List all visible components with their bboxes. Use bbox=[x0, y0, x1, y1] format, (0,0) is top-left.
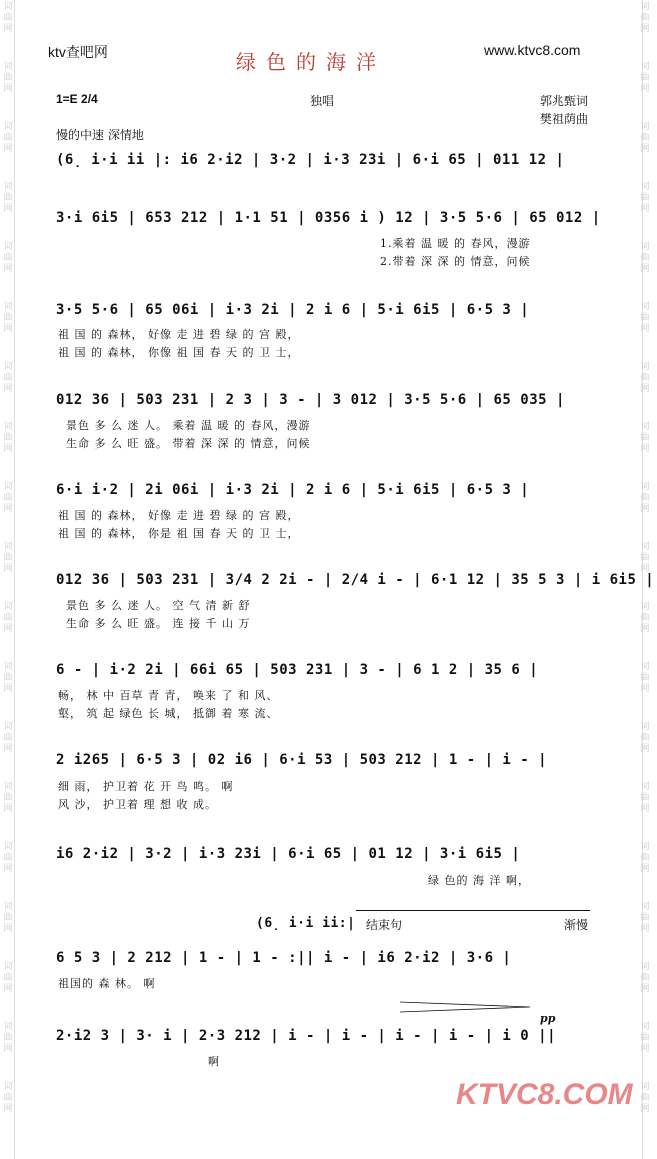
score-system-notes: 6 5 3 | 2 212 | 1 - | 1 - :|| i - | i6 2·i2 | 3·6 | bbox=[56, 950, 512, 966]
score-system-notes: 6 - | i·2 2i | 66i 65 | 503 231 | 3 - | 6 1 2 | 35 6 | bbox=[56, 662, 539, 678]
score-system-notes: 012 36 | 503 231 | 2 3 | 3 - | 3 012 | 3·5 5·6 | 65 035 | bbox=[56, 392, 565, 408]
ending-bracket bbox=[356, 910, 590, 911]
lyric-line: 生命 多 么 旺 盛。 连 接 千 山 万 bbox=[66, 617, 251, 630]
watermark-text: 词 曲 网 bbox=[640, 602, 650, 634]
lyric-line: 祖 国 的 森林， 你是 祖 国 春 天 的 卫 士， bbox=[58, 527, 300, 540]
watermark-text: 词 曲 网 bbox=[640, 1022, 650, 1054]
score-system-notes: 3·5 5·6 | 65 06i | i·3 2i | 2 i 6 | 5·i 6i5 | 6·5 3 | bbox=[56, 302, 530, 318]
watermark-text: 词 曲 网 bbox=[640, 662, 650, 694]
watermark-text: 词 曲 网 bbox=[3, 902, 13, 934]
watermark-text: 词 曲 网 bbox=[3, 842, 13, 874]
watermark-text: 词 曲 网 bbox=[3, 662, 13, 694]
score-system-notes: 2·i2 3 | 3· i | 2·3 212 | i - | i - | i - | i - | i 0 || bbox=[56, 1028, 557, 1044]
watermark-text: 词 曲 网 bbox=[640, 362, 650, 394]
watermark-text: 词 曲 网 bbox=[640, 482, 650, 514]
watermark-text: 词 曲 网 bbox=[640, 422, 650, 454]
lyricist: 郭兆甄词 bbox=[540, 94, 589, 108]
ritardando-label: 渐慢 bbox=[564, 918, 589, 932]
lyric-line: 1.乘着 温 暖 的 春风，漫游 bbox=[380, 237, 531, 250]
song-title: 绿色的海洋 bbox=[236, 50, 386, 74]
lyric-line: 祖 国 的 森林， 好像 走 进 碧 绿 的 宫 殿， bbox=[58, 509, 300, 522]
watermark-text: 词 曲 网 bbox=[3, 962, 13, 994]
score-system-notes: (6̣ i·i ii |: i6 2·i2 | 3·2 | i·3 23i | 6·i 65 | 011 12 | bbox=[56, 152, 565, 168]
watermark-text: 词 曲 网 bbox=[3, 422, 13, 454]
watermark-text: 词 曲 网 bbox=[640, 62, 650, 94]
lyric-line: 2.带着 深 深 的 情意，问候 bbox=[380, 255, 531, 268]
lyric-line: 啊 bbox=[208, 1055, 220, 1068]
score-system-notes: 6·i i·2 | 2i 06i | i·3 2i | 2 i 6 | 5·i 6i5 | 6·5 3 | bbox=[56, 482, 530, 498]
score-system-notes: i6 2·i2 | 3·2 | i·3 23i | 6·i 65 | 01 12 | 3·i 6i5 | bbox=[56, 846, 521, 862]
score-system-notes: 3·i 6i5 | 653 212 | 1·1 51 | 0356 i ) 12 | 3·5 5·6 | 65 012 | bbox=[56, 210, 601, 226]
composer: 樊祖荫曲 bbox=[540, 112, 589, 126]
score-system-notes: 2 i265 | 6·5 3 | 02 i6 | 6·i 53 | 503 212 | 1 - | i - | bbox=[56, 752, 548, 768]
watermark-text: 词 曲 网 bbox=[3, 542, 13, 574]
watermark-text: 词 曲 网 bbox=[640, 902, 650, 934]
watermark-text: 词 曲 网 bbox=[3, 242, 13, 274]
watermark-text: 词 曲 网 bbox=[3, 122, 13, 154]
lyric-line: 祖 国 的 森林， 好像 走 进 碧 绿 的 宫 殿， bbox=[58, 328, 300, 341]
lyric-line: 祖国的 森 林。 啊 bbox=[58, 977, 156, 990]
lyric-line: 风 沙， 护卫着 理 想 收 成。 bbox=[58, 798, 217, 811]
decrescendo-hairpin bbox=[400, 1000, 530, 1014]
site-url-right: www.ktvc8.com bbox=[484, 42, 581, 58]
lyric-line: 祖 国 的 森林， 你像 祖 国 春 天 的 卫 士， bbox=[58, 346, 300, 359]
watermark-text: 词 曲 网 bbox=[3, 362, 13, 394]
lyric-line: 畅， 林 中 百草 青 青， 唤来 了 和 风、 bbox=[58, 689, 279, 702]
watermark-text: 词 曲 网 bbox=[3, 2, 13, 34]
watermark-text: 词 曲 网 bbox=[3, 482, 13, 514]
performance-type: 独唱 bbox=[310, 94, 335, 108]
watermark-text: 词 曲 网 bbox=[640, 542, 650, 574]
lyric-line: 壑， 筑 起 绿色 长 城， 抵御 着 寒 流、 bbox=[58, 707, 279, 720]
lyric-line: 细 雨， 护卫着 花 开 鸟 鸣。 啊 bbox=[58, 780, 234, 793]
watermark-text: 词 曲 网 bbox=[3, 62, 13, 94]
site-name-left: ktv查吧网 bbox=[48, 44, 108, 60]
score-system-notes: 012 36 | 503 231 | 3/4 2 2i - | 2/4 i - | 6·1 12 | 35 5 3 | i 6i5 | bbox=[56, 572, 655, 588]
watermark-text: 词 曲 网 bbox=[640, 302, 650, 334]
watermark-text: 词 曲 网 bbox=[640, 182, 650, 214]
watermark-text: 词 曲 网 bbox=[640, 782, 650, 814]
watermark-text: 词 曲 网 bbox=[640, 962, 650, 994]
watermark-text: 词 曲 网 bbox=[3, 722, 13, 754]
watermark-text: 词 曲 网 bbox=[3, 782, 13, 814]
lyric-line: 生命 多 么 旺 盛。 带着 深 深 的 情意，问候 bbox=[66, 437, 311, 450]
ending-pickup: (6̣ i·i ii:| bbox=[256, 916, 356, 931]
watermark-text: 词 曲 网 bbox=[640, 122, 650, 154]
watermark-text: 词 曲 网 bbox=[640, 1082, 650, 1114]
ending-label: 结束句 bbox=[366, 918, 403, 932]
watermark-text: 词 曲 网 bbox=[3, 1022, 13, 1054]
watermark-text: 词 曲 网 bbox=[640, 842, 650, 874]
tempo-marking: 慢的中速 深情地 bbox=[56, 128, 144, 142]
watermark-text: 词 曲 网 bbox=[640, 722, 650, 754]
lyric-line: 绿 色的 海 洋 啊， bbox=[428, 874, 530, 887]
lyric-line: 景色 多 么 迷 人。 空 气 清 新 舒 bbox=[66, 599, 251, 612]
site-logo: KTVC8.COM bbox=[456, 1078, 633, 1111]
watermark-text: 词 曲 网 bbox=[640, 2, 650, 34]
dynamic-mark: pp bbox=[540, 1012, 556, 1025]
key-signature: 1=E 2/4 bbox=[56, 92, 98, 106]
watermark-text: 词 曲 网 bbox=[3, 182, 13, 214]
lyric-line: 景色 多 么 迷 人。 乘着 温 暖 的 春风，漫游 bbox=[66, 419, 311, 432]
watermark-text: 词 曲 网 bbox=[3, 1082, 13, 1114]
watermark-text: 词 曲 网 bbox=[640, 242, 650, 274]
watermark-text: 词 曲 网 bbox=[3, 302, 13, 334]
watermark-text: 词 曲 网 bbox=[3, 602, 13, 634]
